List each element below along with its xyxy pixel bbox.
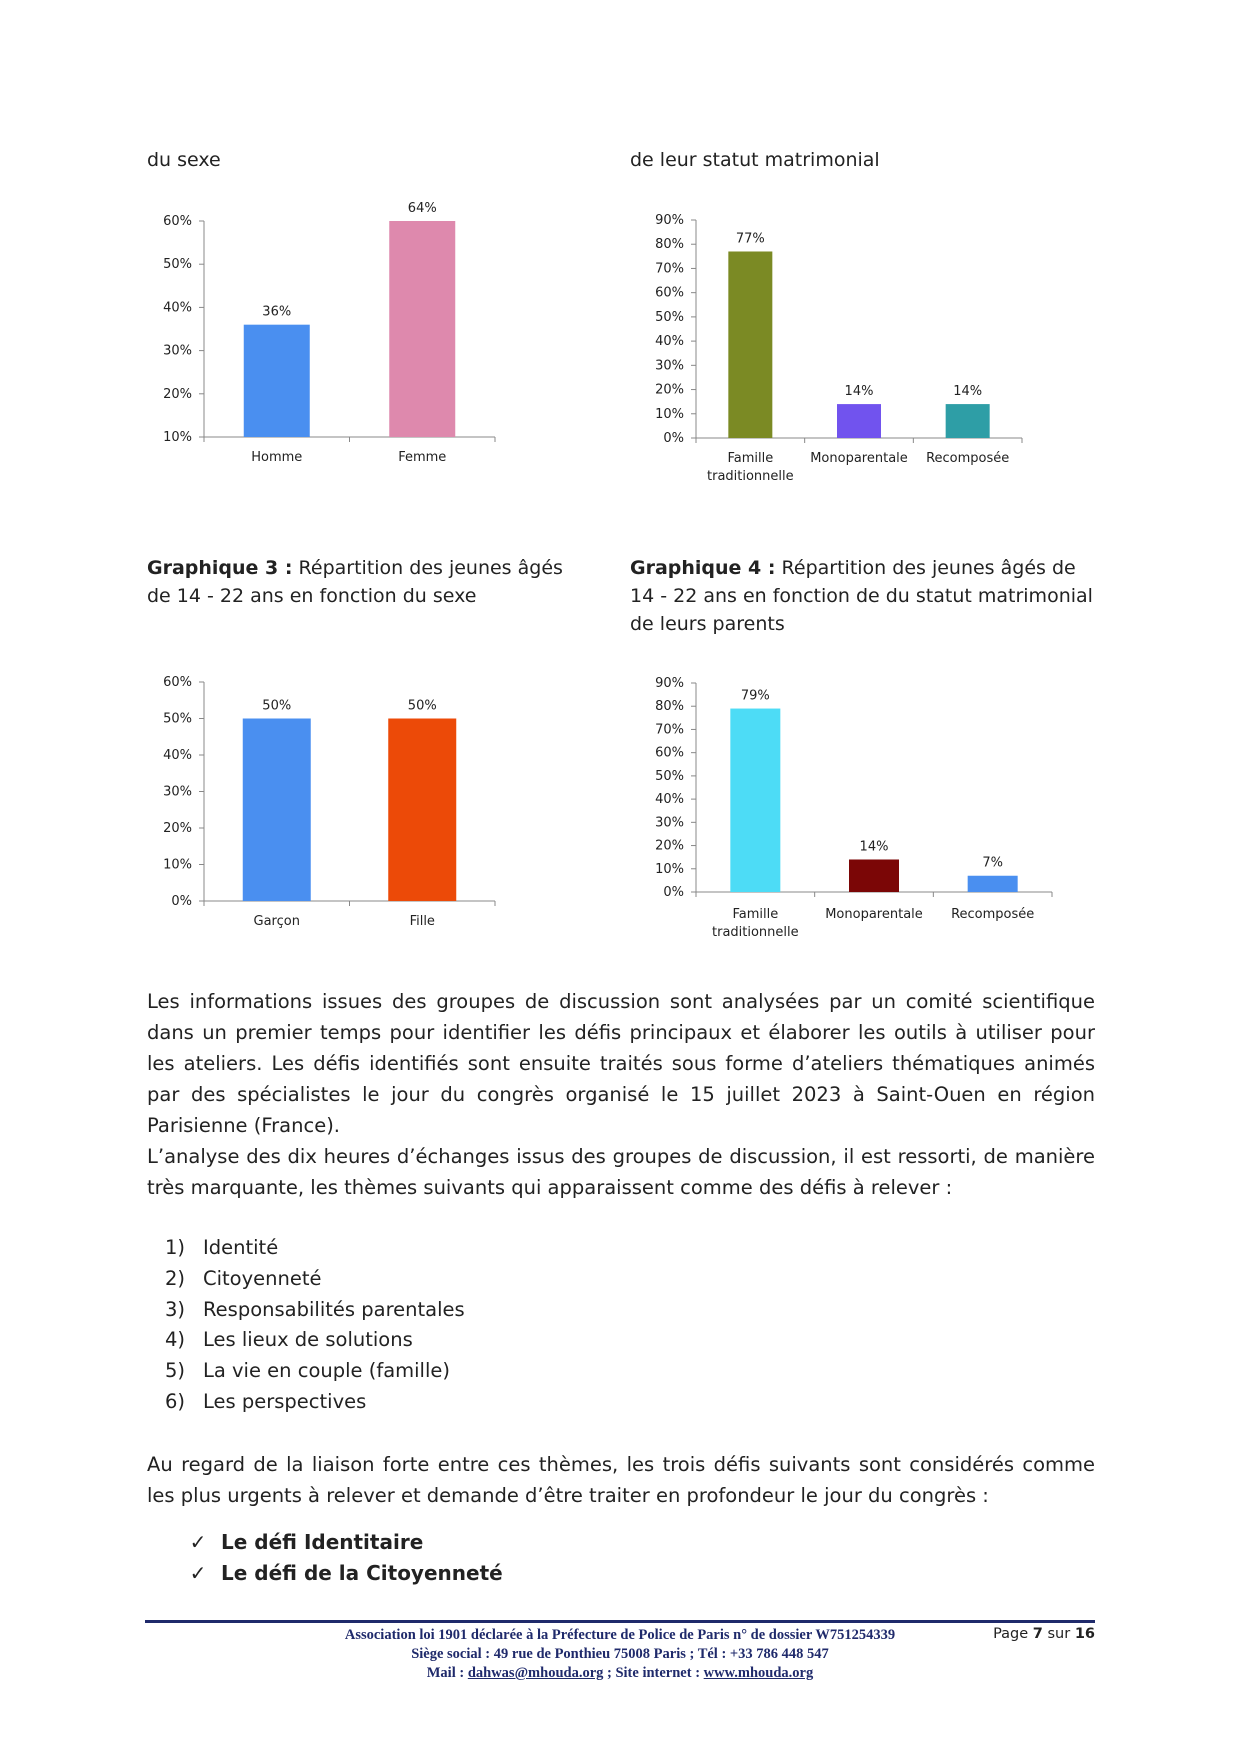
chart-parents-sexe-svg <box>140 201 520 475</box>
data-label: 50% <box>407 698 437 714</box>
y-tick-label: 10% <box>655 406 684 422</box>
footer-mail-link[interactable]: dahwas@mhouda.org <box>467 1665 604 1681</box>
y-tick-label: 80% <box>655 699 684 715</box>
category-label: traditionnelle <box>707 469 794 484</box>
bar <box>389 221 455 437</box>
challenge-item <box>147 1527 503 1558</box>
theme-text: Les perspectives <box>203 1389 367 1413</box>
chart-jeunes-statut <box>620 668 1060 958</box>
category-label: Monoparentale <box>825 907 923 922</box>
y-tick-label: 10% <box>163 430 192 445</box>
y-tick-label: 60% <box>163 675 192 690</box>
bar <box>849 859 899 892</box>
theme-item <box>147 1295 465 1326</box>
y-tick-label: 40% <box>655 792 684 808</box>
y-tick-label: 0% <box>171 894 192 909</box>
y-tick-label: 90% <box>655 213 684 228</box>
themes-list <box>147 1233 465 1418</box>
chart-parents-sexe <box>140 201 520 475</box>
checkmark-icon: ✓ <box>189 1530 207 1554</box>
footer-site-link[interactable]: www.mhouda.org <box>703 1665 814 1681</box>
theme-number: 1) <box>164 1236 185 1259</box>
page-current: 7 <box>1032 1626 1043 1642</box>
data-label: 7% <box>982 855 1003 871</box>
theme-number: 6) <box>164 1389 185 1413</box>
y-tick-label: 30% <box>163 343 192 359</box>
chart-jeunes-sexe-svg <box>140 668 520 948</box>
graph4-caption-text: Répartition des jeunes âgés de 14 - 22 ans en fonction de du statut matrimonial de leurs parents <box>630 557 1093 635</box>
y-tick-label: 0% <box>663 431 684 446</box>
footer-rule <box>145 1620 1095 1623</box>
page-label: Page <box>993 1626 1033 1642</box>
y-tick-label: 60% <box>655 745 684 761</box>
category-label: traditionnelle <box>712 925 799 940</box>
theme-item <box>147 1325 465 1356</box>
theme-text: Responsabilités parentales <box>203 1297 465 1321</box>
chart-jeunes-sexe <box>140 668 520 948</box>
category-label: Femme <box>398 450 447 465</box>
paragraph-themes-intro: L’analyse des dix heures d’échanges issus des groupes de discussion, il est ressorti, de manière très marquante, les thèmes suivants qui apparaissent comme des défis à relever : <box>147 1145 1095 1199</box>
checkmark-icon: ✓ <box>189 1561 207 1585</box>
category-label: Famille <box>732 907 779 922</box>
y-tick-label: 40% <box>163 300 192 316</box>
data-label: 36% <box>262 304 292 320</box>
y-tick-label: 30% <box>655 815 684 831</box>
challenge-text: Le défi Identitaire <box>221 1530 424 1554</box>
theme-item <box>147 1356 465 1387</box>
footer-contact <box>145 1664 1095 1683</box>
graph4-caption-label: Graphique 4 : <box>630 557 776 579</box>
category-label: Homme <box>251 450 303 465</box>
page-total: 16 <box>1074 1626 1095 1642</box>
y-tick-label: 0% <box>663 885 684 900</box>
theme-text: Identité <box>203 1236 279 1259</box>
y-tick-label: 20% <box>163 821 192 836</box>
theme-text: Citoyenneté <box>203 1266 322 1290</box>
graph3-caption-text: Répartition des jeunes âgés de 14 - 22 ans en fonction du sexe <box>147 557 563 607</box>
y-tick-label: 60% <box>163 214 192 229</box>
y-tick-label: 50% <box>163 257 192 273</box>
data-label: 14% <box>953 384 983 400</box>
challenge-item <box>147 1558 503 1589</box>
y-tick-label: 50% <box>163 711 192 727</box>
theme-item <box>147 1264 465 1295</box>
challenges-list <box>147 1527 503 1589</box>
y-tick-label: 40% <box>655 334 684 350</box>
graph4-caption <box>630 554 1100 638</box>
bar <box>244 325 310 437</box>
chart-jeunes-statut-svg <box>620 668 1060 958</box>
y-tick-label: 90% <box>655 676 684 691</box>
theme-item <box>147 1233 465 1264</box>
theme-text: La vie en couple (famille) <box>203 1359 450 1383</box>
footer <box>145 1626 1095 1683</box>
page-number <box>993 1626 1095 1642</box>
y-tick-label: 40% <box>163 748 192 763</box>
category-label: Recomposée <box>926 451 1010 466</box>
theme-number: 3) <box>164 1297 185 1321</box>
bar <box>837 404 881 438</box>
y-tick-label: 10% <box>163 857 192 873</box>
theme-number: 4) <box>164 1328 185 1352</box>
y-tick-label: 30% <box>163 784 192 800</box>
y-tick-label: 70% <box>655 722 684 738</box>
data-label: 14% <box>844 384 874 400</box>
category-label: Monoparentale <box>810 451 908 466</box>
chart1-caption: du sexe <box>147 149 221 171</box>
paragraph-analysis: Les informations issues des groupes de discussion sont analysées par un comité scientifique dans un premier temps pour identifier les défis principaux et élaborer les outils à utiliser pour les ateliers. Les défis identifiés sont ensuite traités sous forme d’ateliers thématiques animés par des spécialistes le jour du congrès organisé le 15 juillet 2023 à Saint-Ouen en région Parisienne (France). <box>147 990 1095 1137</box>
y-tick-label: 50% <box>655 768 684 784</box>
challenge-text: Le défi de la Citoyenneté <box>221 1561 503 1585</box>
y-tick-label: 20% <box>163 386 192 402</box>
data-label: 77% <box>735 231 765 247</box>
category-label: Garçon <box>253 914 300 929</box>
data-label: 14% <box>859 839 889 855</box>
theme-number: 5) <box>164 1359 185 1383</box>
category-label: Fille <box>409 914 435 929</box>
footer-address: Siège social : 49 rue de Ponthieu 75008 Paris ; Tél : +33 786 448 547 <box>411 1646 829 1662</box>
paragraph-challenges-intro: Au regard de la liaison forte entre ces thèmes, les trois défis suivants sont considérés comme les plus urgents à relever et demande d’être traiter en profondeur le jour du congrès : <box>147 1453 1095 1507</box>
page-sep: sur <box>1042 1626 1075 1642</box>
y-tick-label: 70% <box>655 261 684 277</box>
data-label: 64% <box>407 201 437 216</box>
bar <box>728 251 772 438</box>
y-tick-label: 20% <box>655 838 684 854</box>
theme-item <box>147 1387 465 1418</box>
y-tick-label: 10% <box>655 861 684 877</box>
y-tick-label: 30% <box>655 358 684 374</box>
footer-association: Association loi 1901 déclarée à la Préfecture de Police de Paris n° de dossier W751254339 <box>344 1627 896 1643</box>
data-label: 79% <box>740 688 770 704</box>
bar <box>730 709 780 892</box>
bar <box>243 719 311 902</box>
footer-site-label: ; Site internet : <box>603 1665 704 1681</box>
chart-parents-statut-svg <box>620 205 1040 495</box>
category-label: Famille <box>727 451 774 466</box>
y-tick-label: 50% <box>655 309 684 325</box>
graph3-caption <box>147 554 587 610</box>
bar <box>968 876 1018 892</box>
data-label: 50% <box>262 698 292 714</box>
theme-number: 2) <box>164 1266 185 1290</box>
y-tick-label: 80% <box>655 237 684 253</box>
bar <box>388 719 456 902</box>
chart2-caption: de leur statut matrimonial <box>630 149 880 171</box>
graph3-caption-label: Graphique 3 : <box>147 557 293 579</box>
chart-parents-statut <box>620 205 1040 495</box>
theme-text: Les lieux de solutions <box>203 1328 413 1352</box>
y-tick-label: 60% <box>655 285 684 301</box>
bar <box>946 404 990 438</box>
category-label: Recomposée <box>951 907 1035 922</box>
y-tick-label: 20% <box>655 382 684 398</box>
footer-mail-label: Mail : <box>426 1665 468 1681</box>
